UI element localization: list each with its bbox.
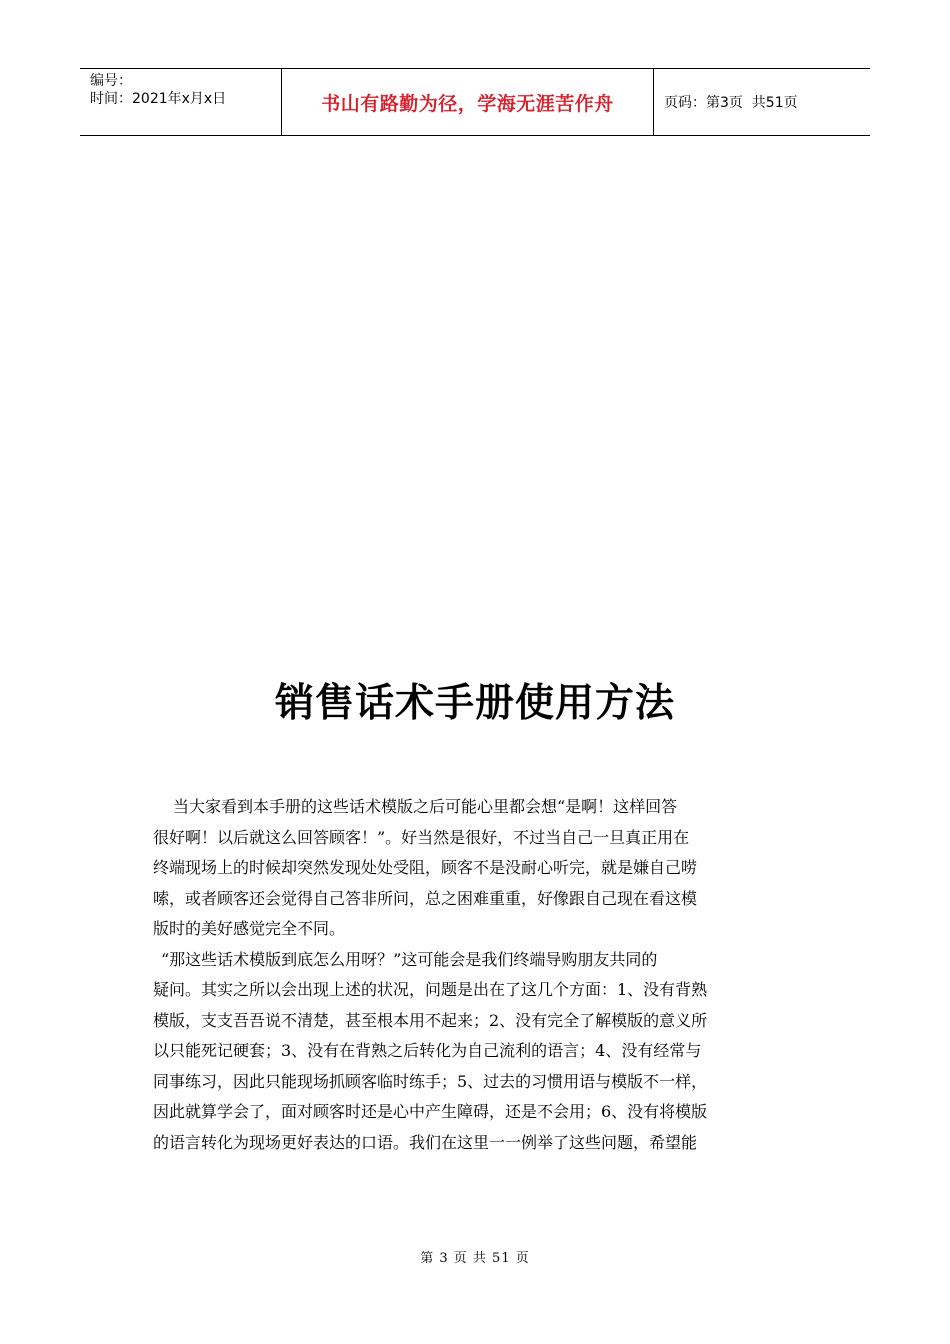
header-table bbox=[80, 68, 870, 136]
paragraph-line: 很好啊！以后就这么回答顾客！”。好当然是很好，不过当自己一旦真正用在 bbox=[153, 827, 690, 847]
paragraph-line: 的语言转化为现场更好表达的口语。我们在这里一一例举了这些问题，希望能 bbox=[153, 1132, 698, 1152]
header-page-cell bbox=[654, 69, 870, 135]
paragraph-line: 嗦，或者顾客还会觉得自己答非所问，总之困难重重，好像跟自己现在看这模 bbox=[153, 888, 698, 908]
paragraph-line: 同事练习，因此只能现场抓顾客临时练手；5、过去的习惯用语与模版不一样， bbox=[153, 1071, 708, 1091]
document-number-label: 编号： bbox=[90, 73, 132, 89]
paragraph-line: 版时的美好感觉完全不同。 bbox=[153, 919, 346, 938]
paragraph-line: 当大家看到本手册的这些话术模版之后可能心里都会想“是啊！这样回答 bbox=[173, 797, 678, 816]
paragraph-line: 疑问。其实之所以会出现上述的状况，问题是出在了这几个方面：1、没有背熟 bbox=[153, 980, 708, 999]
header-page-info: 页码：第3页 共51页 bbox=[664, 95, 798, 111]
paragraph-1 bbox=[153, 792, 773, 945]
paragraph-line: 以只能死记硬套；3、没有在背熟之后转化为自己流利的语言；4、没有经常与 bbox=[153, 1041, 702, 1060]
header-motto-cell bbox=[282, 69, 654, 135]
paragraph-line: 终端现场上的时候却突然发现处处受阻，顾客不是没耐心听完，就是嫌自己唠 bbox=[153, 858, 698, 877]
paragraph-line: 模版，支支吾吾说不清楚，甚至根本用不起来；2、没有完全了解模版的意义所 bbox=[153, 1010, 708, 1030]
document-body bbox=[153, 792, 773, 1158]
header-motto: 书山有路勤为径，学海无涯苦作舟 bbox=[321, 92, 614, 115]
page-footer: 第 3 页 共 51 页 bbox=[420, 1251, 530, 1266]
paragraph-2 bbox=[153, 945, 773, 1159]
document-date-label: 时间：2021年x月x日 bbox=[90, 91, 227, 107]
paragraph-line: 因此就算学会了，面对顾客时还是心中产生障碍，还是不会用；6、没有将模版 bbox=[153, 1102, 708, 1121]
paragraph-line: “那这些话术模版到底怎么用呀？”这可能会是我们终端导购朋友共同的 bbox=[161, 949, 658, 969]
document-title: 销售话术手册使用方法 bbox=[274, 681, 675, 726]
header-meta-cell bbox=[80, 69, 282, 135]
